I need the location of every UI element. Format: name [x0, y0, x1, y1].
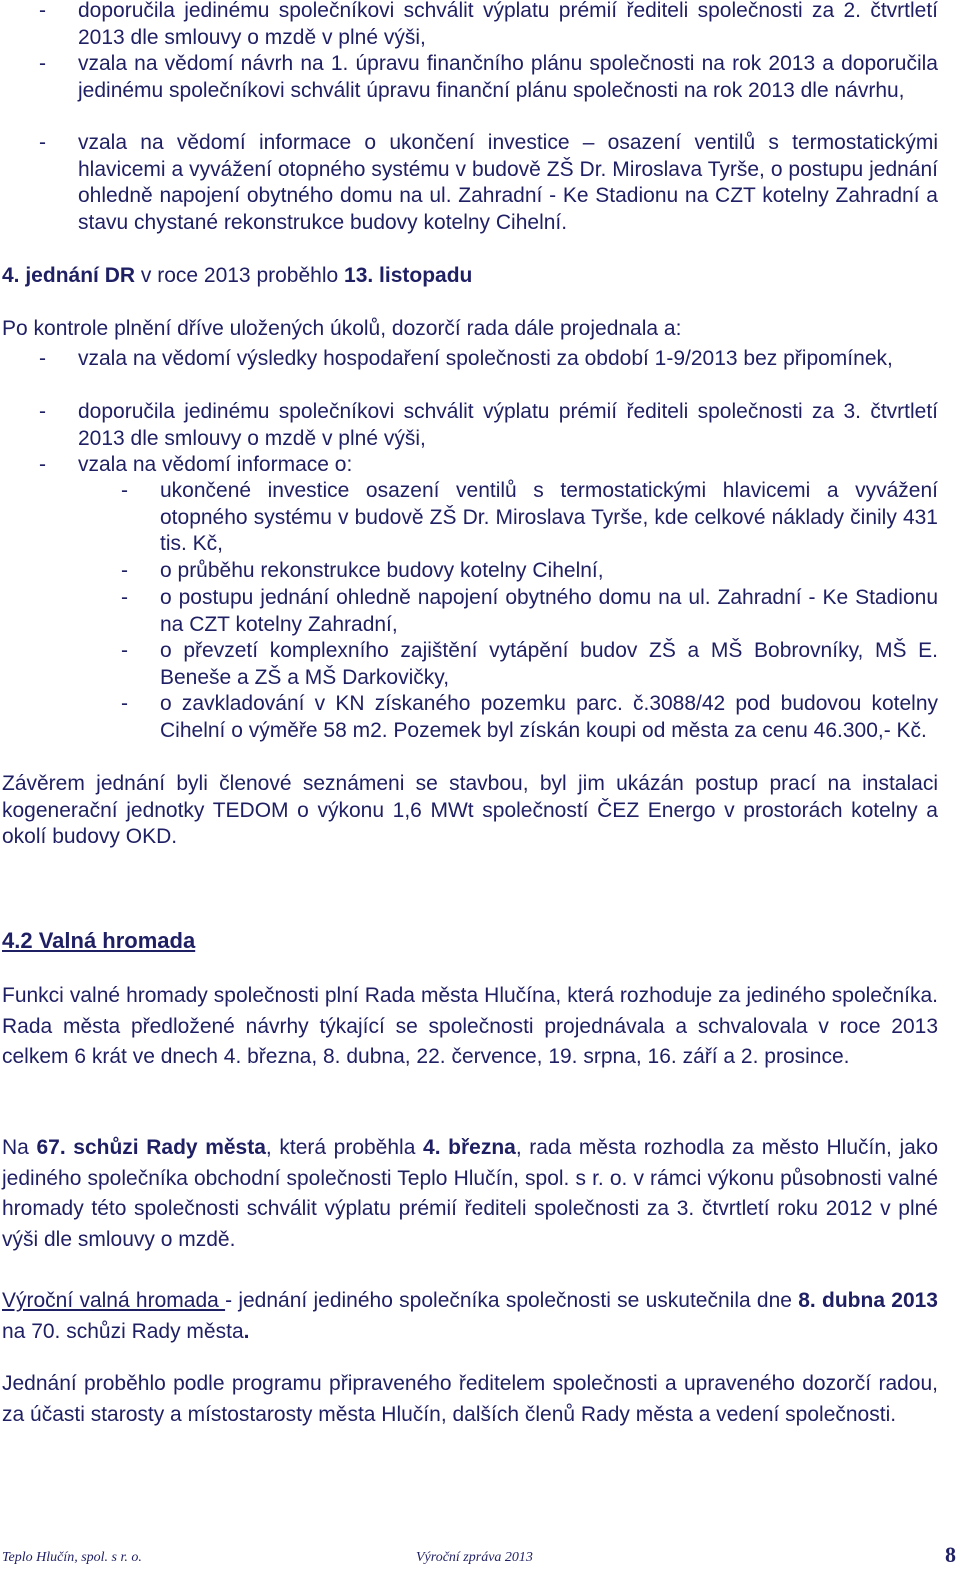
sublist-bullet: - [121, 586, 128, 609]
list-bullet: - [39, 453, 46, 476]
meeting-number: 4. jednání DR [2, 264, 136, 287]
sublist-bullet: - [121, 559, 128, 582]
sublist-bullet: - [121, 479, 128, 502]
list-bullet: - [39, 347, 46, 370]
list-bullet: - [39, 0, 46, 22]
sublist-item: o zavkladování v KN získaného pozemku parc. č.3088/42 pod budovou kotelny Cihelní o výměře 58 m2. Pozemek byl získán koupi od města za cenu 46.300,- Kč. [160, 692, 938, 742]
list-bullet: - [39, 131, 46, 154]
meeting-heading-text: v roce 2013 proběhlo [135, 264, 345, 287]
sublist-item: ukončené investice osazení ventilů s termostatickými hlavicemi a vyvážení otopného systému v budově ZŠ Dr. Miroslava Tyrše, kde celkové náklady činily 431 tis. Kč, [160, 479, 938, 555]
page-footer [2, 1542, 956, 1570]
section-heading: 4.2 Valná hromada [2, 928, 196, 953]
footer-company: Teplo Hlučín, spol. s r. o. [2, 1550, 142, 1565]
meeting-date: 8. dubna 2013 [798, 1289, 938, 1312]
paragraph: Jednání proběhlo podle programu připraveného ředitelem společnosti a upraveného dozorčí radou, za účasti starosty a místostarosty města Hlučín, dalších členů Rady města a vedení společnosti. [2, 1372, 938, 1426]
sublist-item: o průběhu rekonstrukce budovy kotelny Cihelní, [160, 559, 604, 582]
list-item: vzala na vědomí informace o: [78, 453, 353, 476]
text-run: na 70. schůzi Rady města [2, 1319, 244, 1343]
page-number: 8 [945, 1542, 956, 1567]
list-item: vzala na vědomí výsledky hospodaření společnosti za období 1-9/2013 bez připomínek, [78, 347, 893, 370]
list-item: vzala na vědomí návrh na 1. úpravu finančního plánu společnosti na rok 2013 a doporučila jedinému společníkovi schválit úpravu finanční plánu společnosti na rok 2013 dle návrhu, [78, 52, 938, 102]
meeting-heading [2, 263, 938, 290]
text-run: - jednání jediného společníka společnosti se uskutečnila dne [225, 1289, 799, 1312]
meeting-date: 4. března [423, 1136, 516, 1159]
sublist-bullet: - [121, 692, 128, 715]
list-item: doporučila jedinému společníkovi schválit výplatu prémií řediteli společnosti za 3. čtvrtletí 2013 dle smlouvy o mzdě v plné výši, [78, 400, 938, 450]
text-run: Na [2, 1136, 37, 1159]
meeting-reference: 67. schůzi Rady města [36, 1136, 266, 1159]
sublist-item: o převzetí komplexního zajištění vytápění budov ZŠ a MŠ Bobrovníky, MŠ E. Beneše a ZŠ a MŠ Darkovičky, [160, 639, 938, 689]
list-bullet: - [39, 400, 46, 423]
list-bullet: - [39, 52, 46, 75]
text-run: . [243, 1319, 250, 1343]
meeting-date: 13. listopadu [344, 264, 473, 287]
sublist-bullet: - [121, 639, 128, 662]
footer-report-title: Výroční zpráva 2013 [416, 1550, 533, 1565]
paragraph: Funkci valné hromady společnosti plní Rada města Hlučína, která rozhoduje za jediného společníka. Rada města předložené návrhy týkající se společnosti projednávala a schvalovala v roce 2013 celkem 6 krát ve dnech 4. března, 8. dubna, 22. července, 19. srpna, 16. září a 2. prosince. [2, 984, 938, 1068]
paragraph [2, 1286, 938, 1347]
list-item: doporučila jedinému společníkovi schválit výplatu prémií řediteli společnosti za 2. čtvrtletí 2013 dle smlouvy o mzdě v plné výši, [78, 0, 938, 49]
text-run: , rada města rozhodla za město Hlučín, jako jediného společníka obchodní společnosti Teplo Hlučín, spol. s r. o. v rámci výkonu působnosti valné hromady této společnosti schválit výplatu prémií řediteli společnosti za 3. čtvrtletí roku 2012 v plné výši dle smlouvy o mzdě. [2, 1136, 938, 1251]
text-run: , která proběhla [265, 1136, 424, 1159]
meeting-conclusion: Závěrem jednání byli členové seznámeni se stavbou, byl jim ukázán postup prací na instalaci kogenerační jednotky TEDOM o výkonu 1,6 MWt společností ČEZ Energo v prostorách kotelny a okolí budovy OKD. [2, 772, 938, 848]
sublist-item: o postupu jednání ohledně napojení obytného domu na ul. Zahradní - Ke Stadionu na CZT kotelny Zahradní, [160, 586, 938, 636]
paragraph [2, 1133, 938, 1255]
meeting-intro: Po kontrole plnění dříve uložených úkolů, dozorčí rada dále projednala a: [2, 317, 682, 340]
underlined-term: Výroční valná hromada [2, 1289, 226, 1312]
list-item: vzala na vědomí informace o ukončení investice – osazení ventilů s termostatickými hlavicemi a vyvážení otopného systému v budově ZŠ Dr. Miroslava Tyrše, o postupu jednání ohledně napojení obytného domu na ul. Zahradní - Ke Stadionu na CZT kotelny Zahradní a stavu chystané rekonstrukce budovy kotelny Cihelní. [78, 131, 938, 234]
